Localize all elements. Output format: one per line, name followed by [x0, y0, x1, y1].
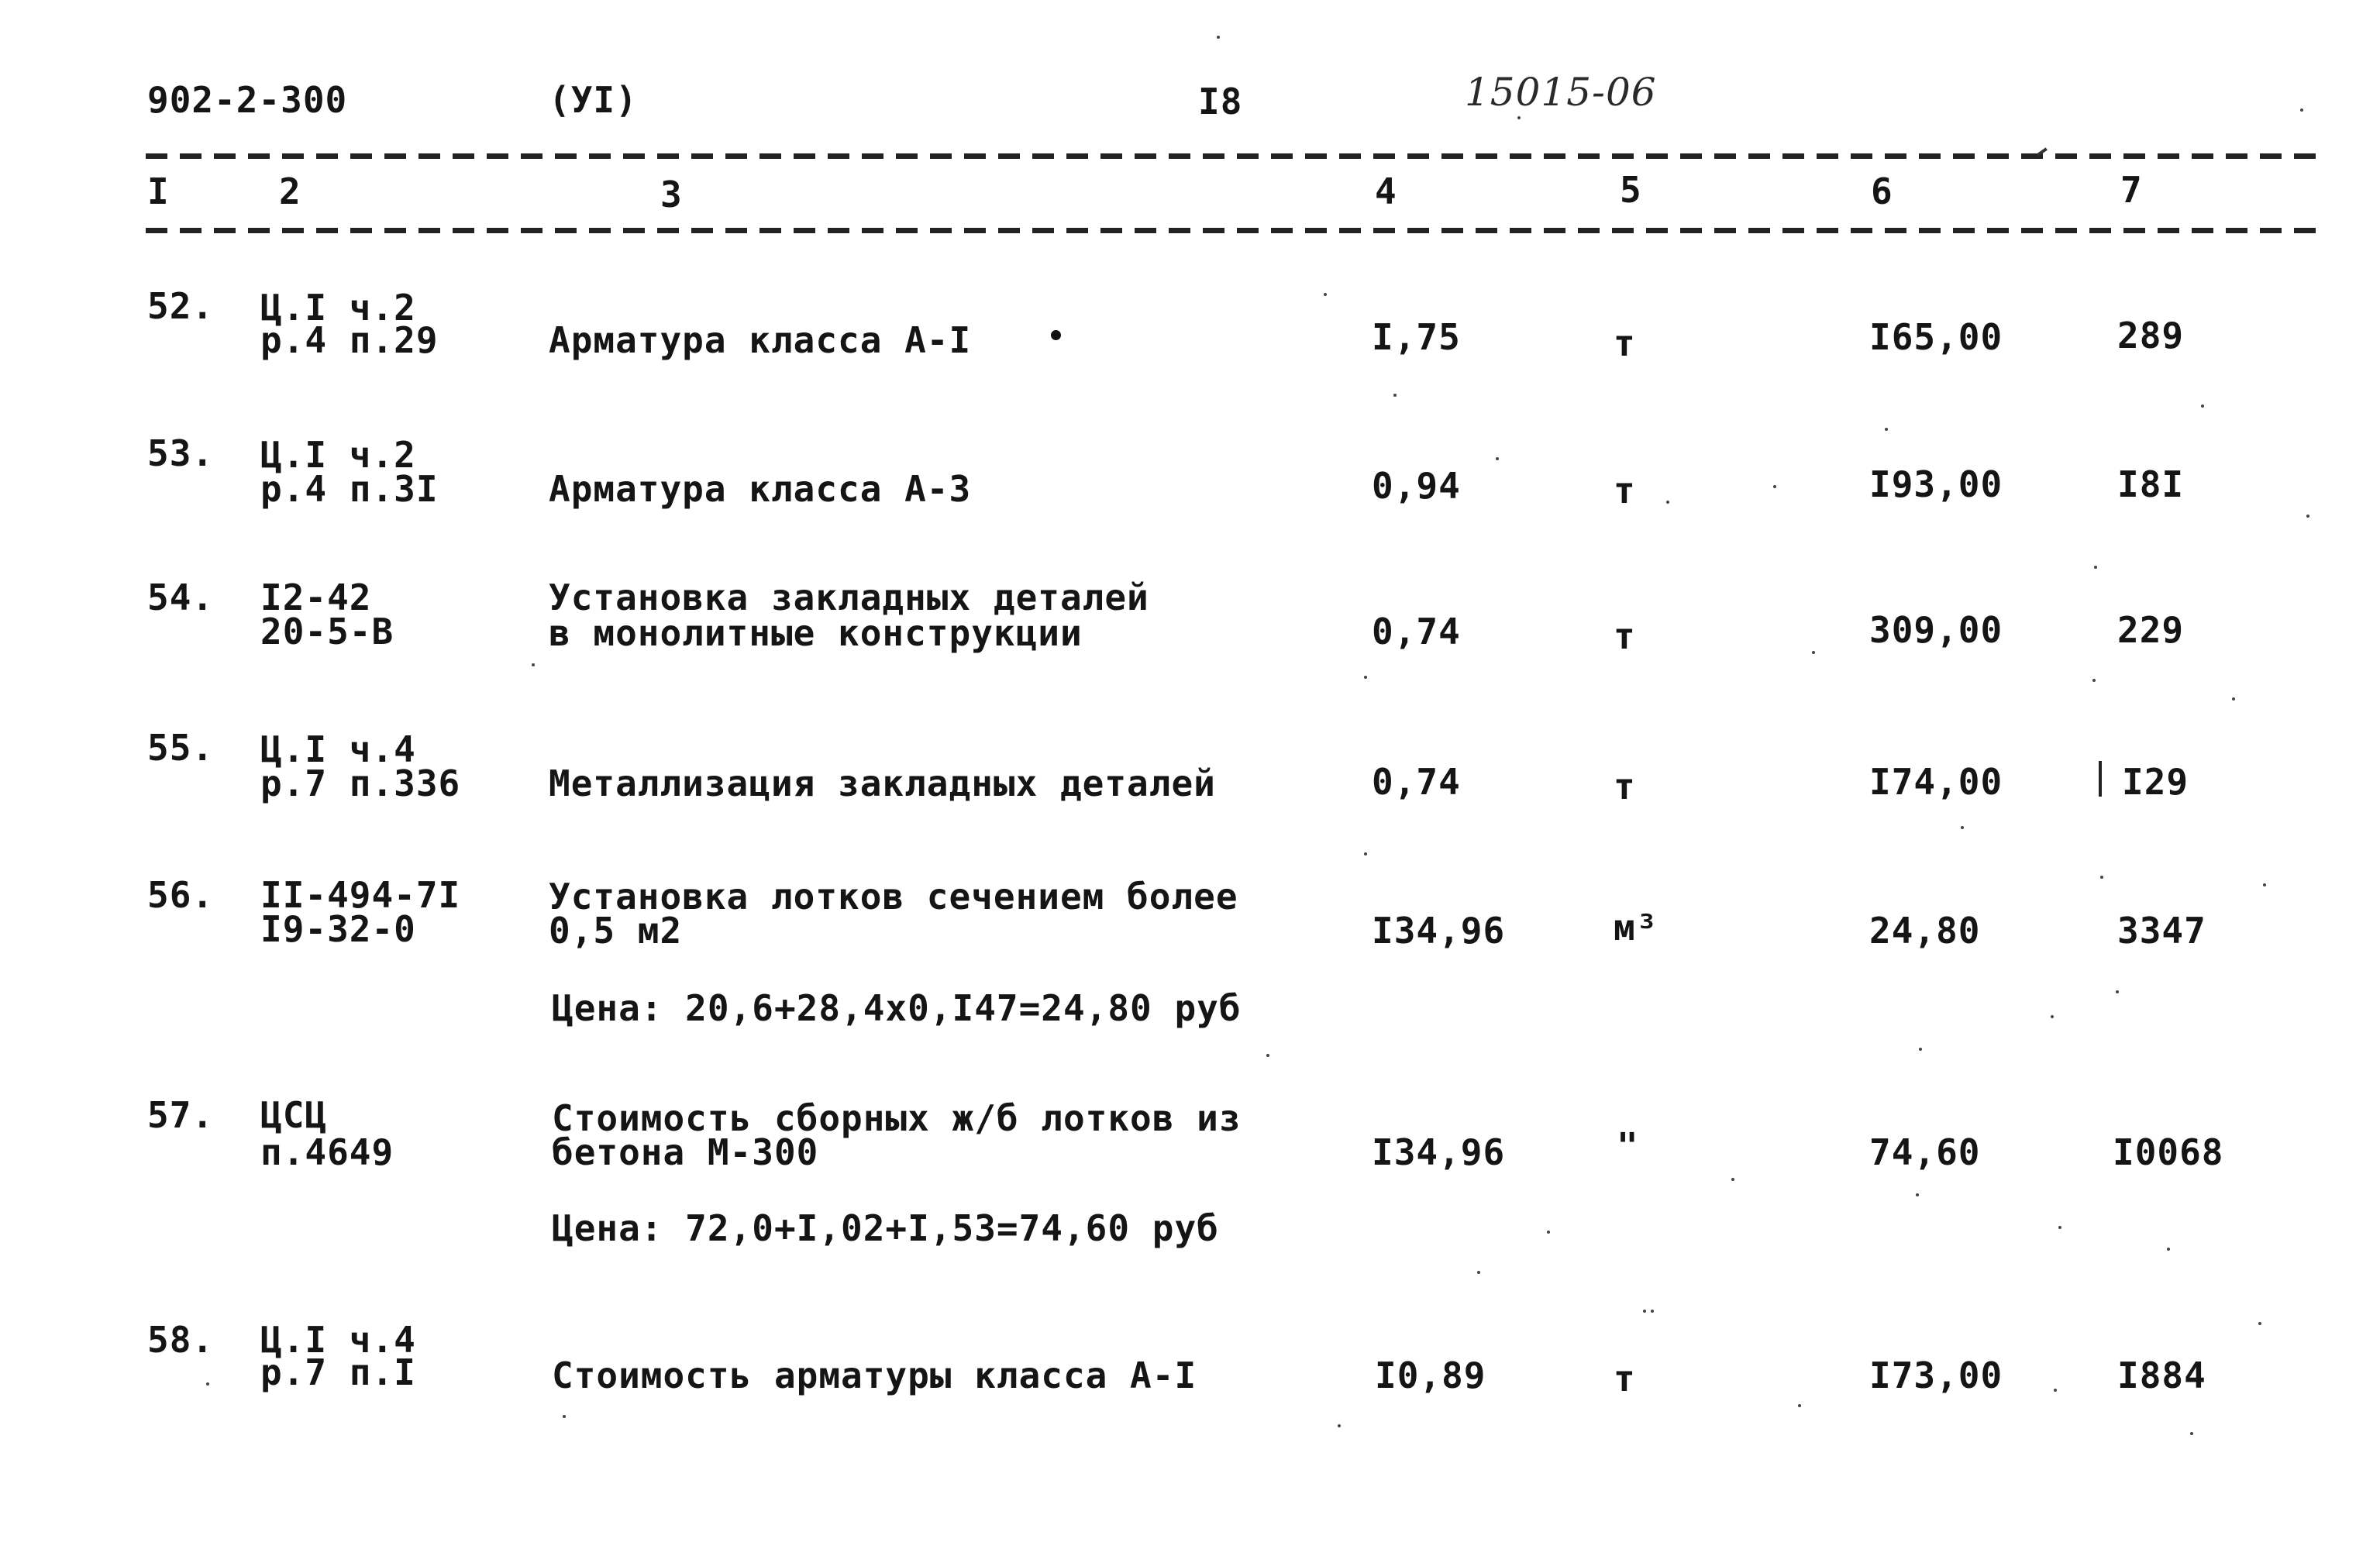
row-reference-line-2: р.7 п.I	[260, 1351, 416, 1393]
row-unit: т	[1614, 322, 1636, 364]
row-total: 289	[2117, 315, 2185, 356]
row-price-note: Цена: 72,0+I,02+I,53=74,60 руб	[552, 1207, 1219, 1249]
row-reference-line-2: п.4649	[260, 1131, 394, 1173]
row-unit: "	[1617, 1125, 1639, 1167]
row-unit: т	[1614, 1358, 1636, 1399]
row-number: 57.	[147, 1094, 215, 1136]
row-unit: т	[1614, 470, 1636, 511]
row-description-line-1: Установка лотков сечением более	[549, 876, 1238, 917]
row-total: I884	[2117, 1355, 2206, 1396]
row-reference-line-1: ЦСЦ	[260, 1094, 328, 1136]
row-unit-price: I93,00	[1869, 463, 2003, 505]
row-unit-price: 74,60	[1869, 1131, 1981, 1173]
row-reference-line-1: Ц.I ч.4	[260, 1319, 416, 1361]
column-header-7: 7	[2120, 169, 2143, 211]
row-number: 54.	[147, 577, 215, 618]
row-reference-line-1: Ц.I ч.4	[260, 728, 416, 770]
row-description-line-1: Установка закладных деталей	[549, 577, 1149, 618]
column-header-1: I	[147, 170, 170, 212]
row-number: 58.	[147, 1319, 215, 1361]
row-reference-line-1: Ц.I ч.2	[260, 287, 416, 329]
row-description-line-2: в монолитные конструкции	[549, 612, 1083, 654]
header-bottom-rule	[146, 228, 2323, 233]
row-total: 3347	[2117, 910, 2206, 952]
row-quantity: I0,89	[1375, 1355, 1486, 1396]
row-reference-line-2: р.4 п.29	[260, 319, 439, 361]
row-description: Арматура класса А-3	[549, 468, 972, 510]
row-quantity: 0,74	[1372, 761, 1461, 803]
column-header-5: 5	[1620, 169, 1642, 211]
row-description: Арматура класса А-I	[549, 319, 972, 361]
row-number: 55.	[147, 727, 215, 769]
column-header-6: 6	[1871, 170, 1893, 212]
row-number: 52.	[147, 285, 215, 327]
row-quantity: 0,94	[1372, 465, 1461, 507]
row-reference-line-1: I2-42	[260, 577, 372, 618]
column-header-4: 4	[1375, 170, 1397, 212]
row-description-line-2: 0,5 м2	[549, 910, 683, 952]
ink-bullet	[1051, 330, 1061, 340]
row-total: I8I	[2117, 463, 2185, 505]
row-reference-line-2: I9-32-0	[260, 908, 416, 950]
row-description: Металлизация закладных деталей	[549, 763, 1216, 804]
row-unit-price: I73,00	[1869, 1355, 2003, 1396]
row-quantity: I34,96	[1372, 1131, 1506, 1173]
row-total: 229	[2117, 609, 2185, 651]
column-header-3: 3	[660, 174, 683, 215]
row-unit-price: 24,80	[1869, 910, 1981, 952]
row-unit-price: I74,00	[1869, 761, 2003, 803]
header-top-rule	[146, 153, 2323, 159]
row-unit: т	[1614, 615, 1636, 657]
row-reference-line-1: Ц.I ч.2	[260, 434, 416, 476]
inventory-number: 15015-06	[1465, 70, 1657, 115]
row-description-line-2: бетона М-300	[552, 1131, 819, 1173]
margin-mark	[2099, 761, 2102, 797]
section-mark: (УI)	[549, 79, 638, 121]
row-reference-line-2: 20-5-В	[260, 611, 394, 652]
row-unit: м³	[1614, 907, 1658, 948]
row-number: 53.	[147, 432, 215, 474]
document-code: 902-2-300	[147, 79, 348, 121]
row-quantity: I34,96	[1372, 910, 1506, 952]
row-total: I29	[2122, 761, 2189, 803]
row-description: Стоимость арматуры класса А-I	[552, 1355, 1197, 1396]
row-unit: т	[1614, 766, 1636, 807]
row-total: I0068	[2113, 1131, 2224, 1173]
row-number: 56.	[147, 874, 215, 916]
row-unit-price: I65,00	[1869, 316, 2003, 358]
page-number: I8	[1198, 81, 1243, 122]
row-reference-line-2: р.4 п.3I	[260, 468, 439, 510]
row-description-line-1: Стоимость сборных ж/б лотков из	[552, 1097, 1242, 1139]
row-price-note: Цена: 20,6+28,4х0,I47=24,80 руб	[552, 987, 1242, 1029]
row-quantity: I,75	[1372, 316, 1461, 358]
row-reference-line-2: р.7 п.336	[260, 763, 461, 804]
row-reference-line-1: II-494-7I	[260, 874, 461, 916]
row-quantity: 0,74	[1372, 611, 1461, 652]
column-header-2: 2	[279, 170, 301, 212]
row-unit-price: 309,00	[1869, 609, 2003, 651]
